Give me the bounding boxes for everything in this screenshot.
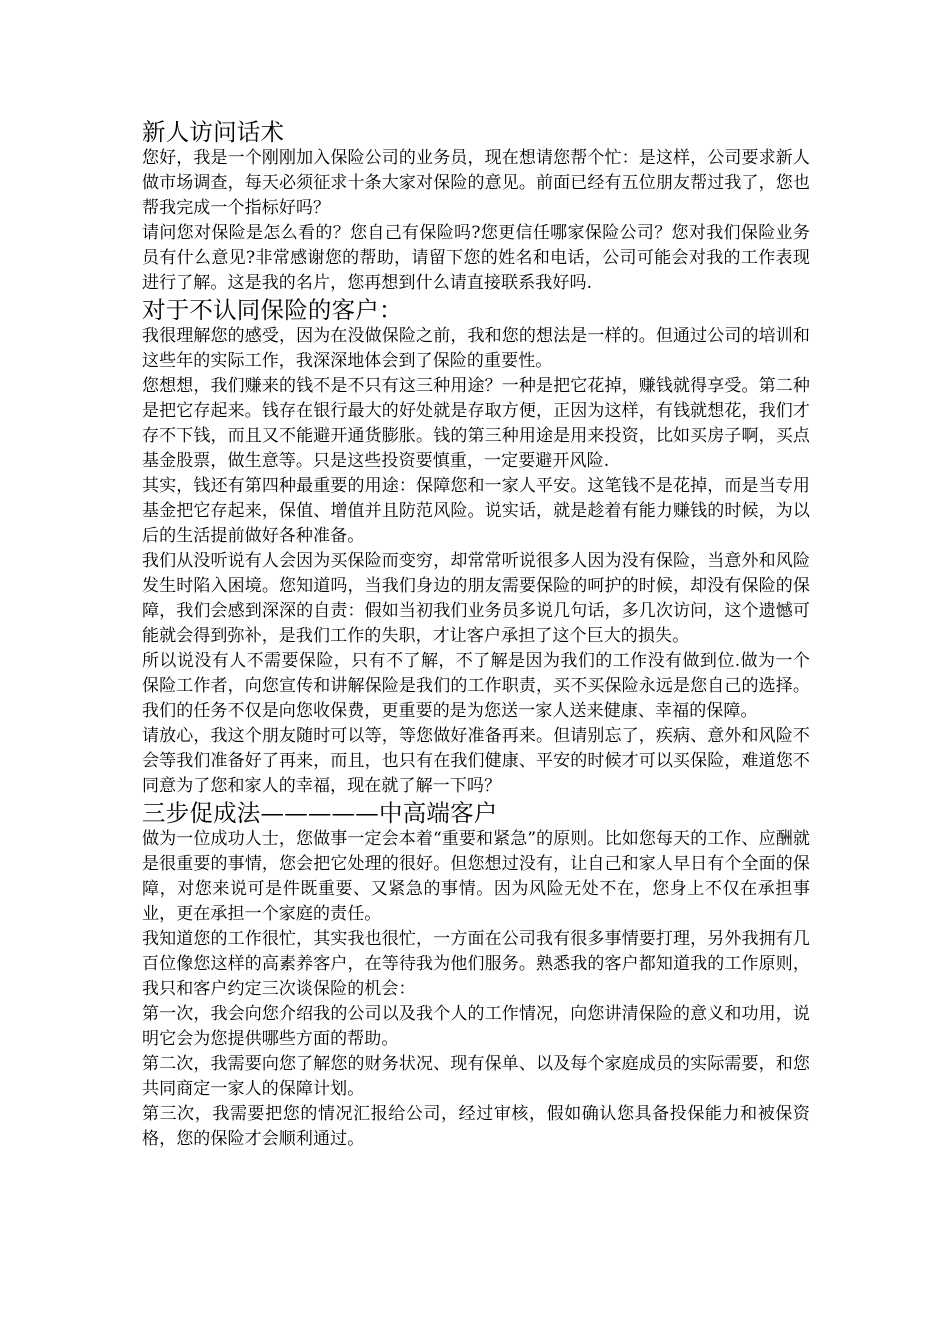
- paragraph: 我很理解您的感受，因为在没做保险之前，我和您的想法是一样的。但通过公司的培训和这些年的实际工作，我深深地体会到了保险的重要性。: [142, 326, 810, 371]
- section-newcomer-visit-script: [142, 118, 810, 296]
- paragraph: 您想想，我们赚来的钱不是不只有这三种用途？一种是把它花掉，赚钱就得享受。第二种是把它存起来。钱存在银行最大的好处就是存取方便，正因为这样，有钱就想花，我们才存不下钱，而且又不能避开通货膨胀。钱的第三种用途是用来投资，比如买房子啊，买点基金股票，做生意等。只是这些投资要慎重，一定要避开风险.: [142, 376, 810, 471]
- paragraph: 我们从没听说有人会因为买保险而变穷，却常常听说很多人因为没有保险，当意外和风险发生时陷入困境。您知道吗，当我们身边的朋友需要保险的呵护的时候，却没有保险的保障，我们会感到深深的自责：假如当初我们业务员多说几句话，多几次访问，这个遗憾可能就会得到弥补，是我们工作的失职，才让客户承担了这个巨大的损失。: [142, 551, 810, 646]
- section-heading: 新人访问话术: [142, 118, 285, 146]
- section-three-step-close: [142, 799, 810, 1152]
- paragraph: 其实，钱还有第四种最重要的用途：保障您和一家人平安。这笔钱不是花掉，而是当专用基金把它存起来，保值、增值并且防范风险。说实话，就是趁着有能力赚钱的时候，为以后的生活提前做好各种准备。: [142, 476, 810, 546]
- section-heading: 对于不认同保险的客户：: [142, 296, 403, 324]
- paragraph: 所以说没有人不需要保险，只有不了解，不了解是因为我们的工作没有做到位.做为一个保险工作者，向您宣传和讲解保险是我们的工作职责，买不买保险永远是您自己的选择。我们的任务不仅是向您收保费，更重要的是为您送一家人送来健康、幸福的保障。: [142, 651, 810, 721]
- document-page: [142, 118, 810, 1152]
- section-heading: 三步促成法—————中高端客户: [142, 799, 498, 827]
- paragraph: 请放心，我这个朋友随时可以等，等您做好准备再来。但请别忘了，疾病、意外和风险不会等我们准备好了再来，而且，也只有在我们健康、平安的时候才可以买保险，难道您不同意为了您和家人的幸福，现在就了解一下吗？: [142, 726, 810, 796]
- paragraph: 第二次，我需要向您了解您的财务状况、现有保单、以及每个家庭成员的实际需要，和您共同商定一家人的保障计划。: [142, 1054, 810, 1099]
- paragraph: 您好，我是一个刚刚加入保险公司的业务员，现在想请您帮个忙：是这样，公司要求新人做市场调查，每天必须征求十条大家对保险的意见。前面已经有五位朋友帮过我了，您也帮我完成一个指标好吗？: [142, 148, 810, 218]
- paragraph: 我知道您的工作很忙，其实我也很忙，一方面在公司我有很多事情要打理，另外我拥有几百位像您这样的高素养客户，在等待我为他们服务。熟悉我的客户都知道我的工作原则，我只和客户约定三次谈保险的机会：: [142, 929, 810, 999]
- paragraph: 做为一位成功人士，您做事一定会本着“重要和紧急”的原则。比如您每天的工作、应酬就是很重要的事情，您会把它处理的很好。但您想过没有，让自己和家人早日有个全面的保障，对您来说可是件既重要、又紧急的事情。因为风险无处不在，您身上不仅在承担事业，更在承担一个家庭的责任。: [142, 829, 810, 924]
- section-skeptical-customers: [142, 296, 810, 799]
- paragraph: 第三次，我需要把您的情况汇报给公司，经过审核，假如确认您具备投保能力和被保资格，您的保险才会顺利通过。: [142, 1104, 810, 1149]
- paragraph: 请问您对保险是怎么看的？您自己有保险吗?您更信任哪家保险公司？您对我们保险业务员有什么意见?非常感谢您的帮助，请留下您的姓名和电话，公司可能会对我的工作表现进行了解。这是我的名片，您再想到什么请直接联系我好吗.: [142, 223, 810, 293]
- paragraph: 第一次，我会向您介绍我的公司以及我个人的工作情况，向您讲清保险的意义和功用，说明它会为您提供哪些方面的帮助。: [142, 1004, 810, 1049]
